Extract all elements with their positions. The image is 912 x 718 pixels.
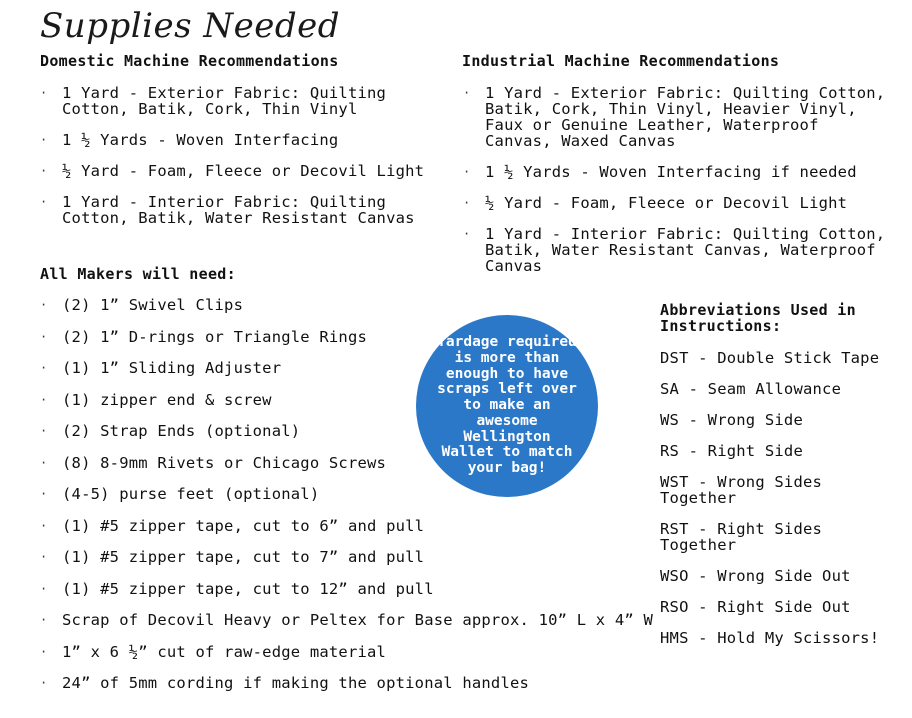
list-item: · 1 Yard - Interior Fabric: Quilting Cotton, Batik, Water Resistant Canvas bbox=[40, 193, 415, 227]
bullet-icon: · bbox=[40, 133, 48, 147]
industrial-list bbox=[463, 85, 888, 274]
list-item: · (2) Strap Ends (optional) bbox=[40, 422, 301, 440]
list-item: RSO - Right Side Out bbox=[660, 598, 851, 616]
domestic-heading: Domestic Machine Recommendations bbox=[40, 52, 339, 70]
list-item: · (8) 8-9mm Rivets or Chicago Screws bbox=[40, 453, 387, 472]
list-item: · 1 ½ Yards - Woven Interfacing bbox=[40, 131, 339, 149]
bullet-icon: · bbox=[40, 329, 48, 344]
bullet-icon: · bbox=[40, 86, 48, 100]
list-item: · ½ Yard - Foam, Fleece or Decovil Light bbox=[463, 194, 848, 212]
list-item: · 1 ½ Yards - Woven Interfacing if needed bbox=[463, 163, 857, 181]
list-item: · (1) #5 zipper tape, cut to 7” and pull bbox=[40, 548, 425, 566]
yardage-callout bbox=[416, 315, 598, 497]
list-item: RS - Right Side bbox=[660, 442, 803, 460]
list-item: · 24” of 5mm cording if making the optional handles bbox=[40, 674, 530, 692]
bullet-icon: · bbox=[40, 361, 48, 375]
bullet-icon: · bbox=[40, 581, 48, 596]
list-item: WSO - Wrong Side Out bbox=[660, 567, 851, 585]
list-item: · 1 Yard - Interior Fabric: Quilting Cotton, Batik, Water Resistant Canvas, Waterproof Canvas bbox=[463, 225, 886, 275]
list-item: HMS - Hold My Scissors! bbox=[660, 629, 880, 647]
makers-heading: All Makers will need: bbox=[40, 265, 236, 283]
bullet-icon: · bbox=[40, 518, 48, 533]
bullet-icon: · bbox=[40, 676, 48, 690]
bullet-icon: · bbox=[40, 164, 48, 178]
list-item: · 1 Yard - Exterior Fabric: Quilting Cotton, Batik, Cork, Thin Vinyl, Heavier Vinyl, Faux or Genuine Leather, Waterproof Canvas, Waxed Canvas bbox=[463, 84, 886, 150]
page-title: Supplies Needed bbox=[40, 6, 340, 46]
list-item: · (1) #5 zipper tape, cut to 6” and pull bbox=[40, 516, 425, 535]
bullet-icon: · bbox=[463, 86, 471, 100]
industrial-heading: Industrial Machine Recommendations bbox=[462, 52, 780, 70]
list-item: · (1) zipper end & screw bbox=[40, 390, 272, 409]
bullet-icon: · bbox=[40, 195, 48, 209]
list-item: · (1) #5 zipper tape, cut to 12” and pull bbox=[40, 579, 434, 598]
bullet-icon: · bbox=[40, 424, 48, 438]
list-item: DST - Double Stick Tape bbox=[660, 349, 880, 367]
bullet-icon: · bbox=[40, 550, 48, 564]
bullet-icon: · bbox=[40, 392, 48, 407]
abbreviations-heading: Abbreviations Used in Instructions: bbox=[660, 301, 856, 335]
bullet-icon: · bbox=[463, 165, 471, 179]
abbreviations-list bbox=[660, 350, 895, 646]
bullet-icon: · bbox=[40, 644, 48, 659]
bullet-icon: · bbox=[40, 298, 48, 312]
bullet-icon: · bbox=[463, 196, 471, 210]
list-item: SA - Seam Allowance bbox=[660, 380, 842, 398]
list-item: WS - Wrong Side bbox=[660, 411, 803, 429]
list-item: · ½ Yard - Foam, Fleece or Decovil Light bbox=[40, 162, 425, 180]
domestic-list bbox=[40, 85, 460, 226]
bullet-icon: · bbox=[40, 455, 48, 470]
list-item: · 1” x 6 ½” cut of raw-edge material bbox=[40, 642, 387, 661]
list-item: WST - Wrong Sides Together bbox=[660, 473, 823, 507]
list-item: · (1) 1” Sliding Adjuster bbox=[40, 359, 282, 377]
bullet-icon: · bbox=[463, 227, 471, 241]
list-item: RST - Right Sides Together bbox=[660, 520, 823, 554]
callout-text: Yardage required is more than enough to have scraps left over to make an awesome Wellington Wallet to match your bag! bbox=[437, 334, 577, 476]
list-item: · 1 Yard - Exterior Fabric: Quilting Cotton, Batik, Cork, Thin Vinyl bbox=[40, 84, 387, 118]
list-item: · (2) 1” D-rings or Triangle Rings bbox=[40, 327, 368, 346]
list-item: · (4-5) purse feet (optional) bbox=[40, 485, 320, 503]
list-item: · (2) 1” Swivel Clips bbox=[40, 296, 244, 314]
list-item: · Scrap of Decovil Heavy or Peltex for Base approx. 10” L x 4” W bbox=[40, 611, 653, 629]
bullet-icon: · bbox=[40, 487, 48, 501]
bullet-icon: · bbox=[40, 613, 48, 627]
